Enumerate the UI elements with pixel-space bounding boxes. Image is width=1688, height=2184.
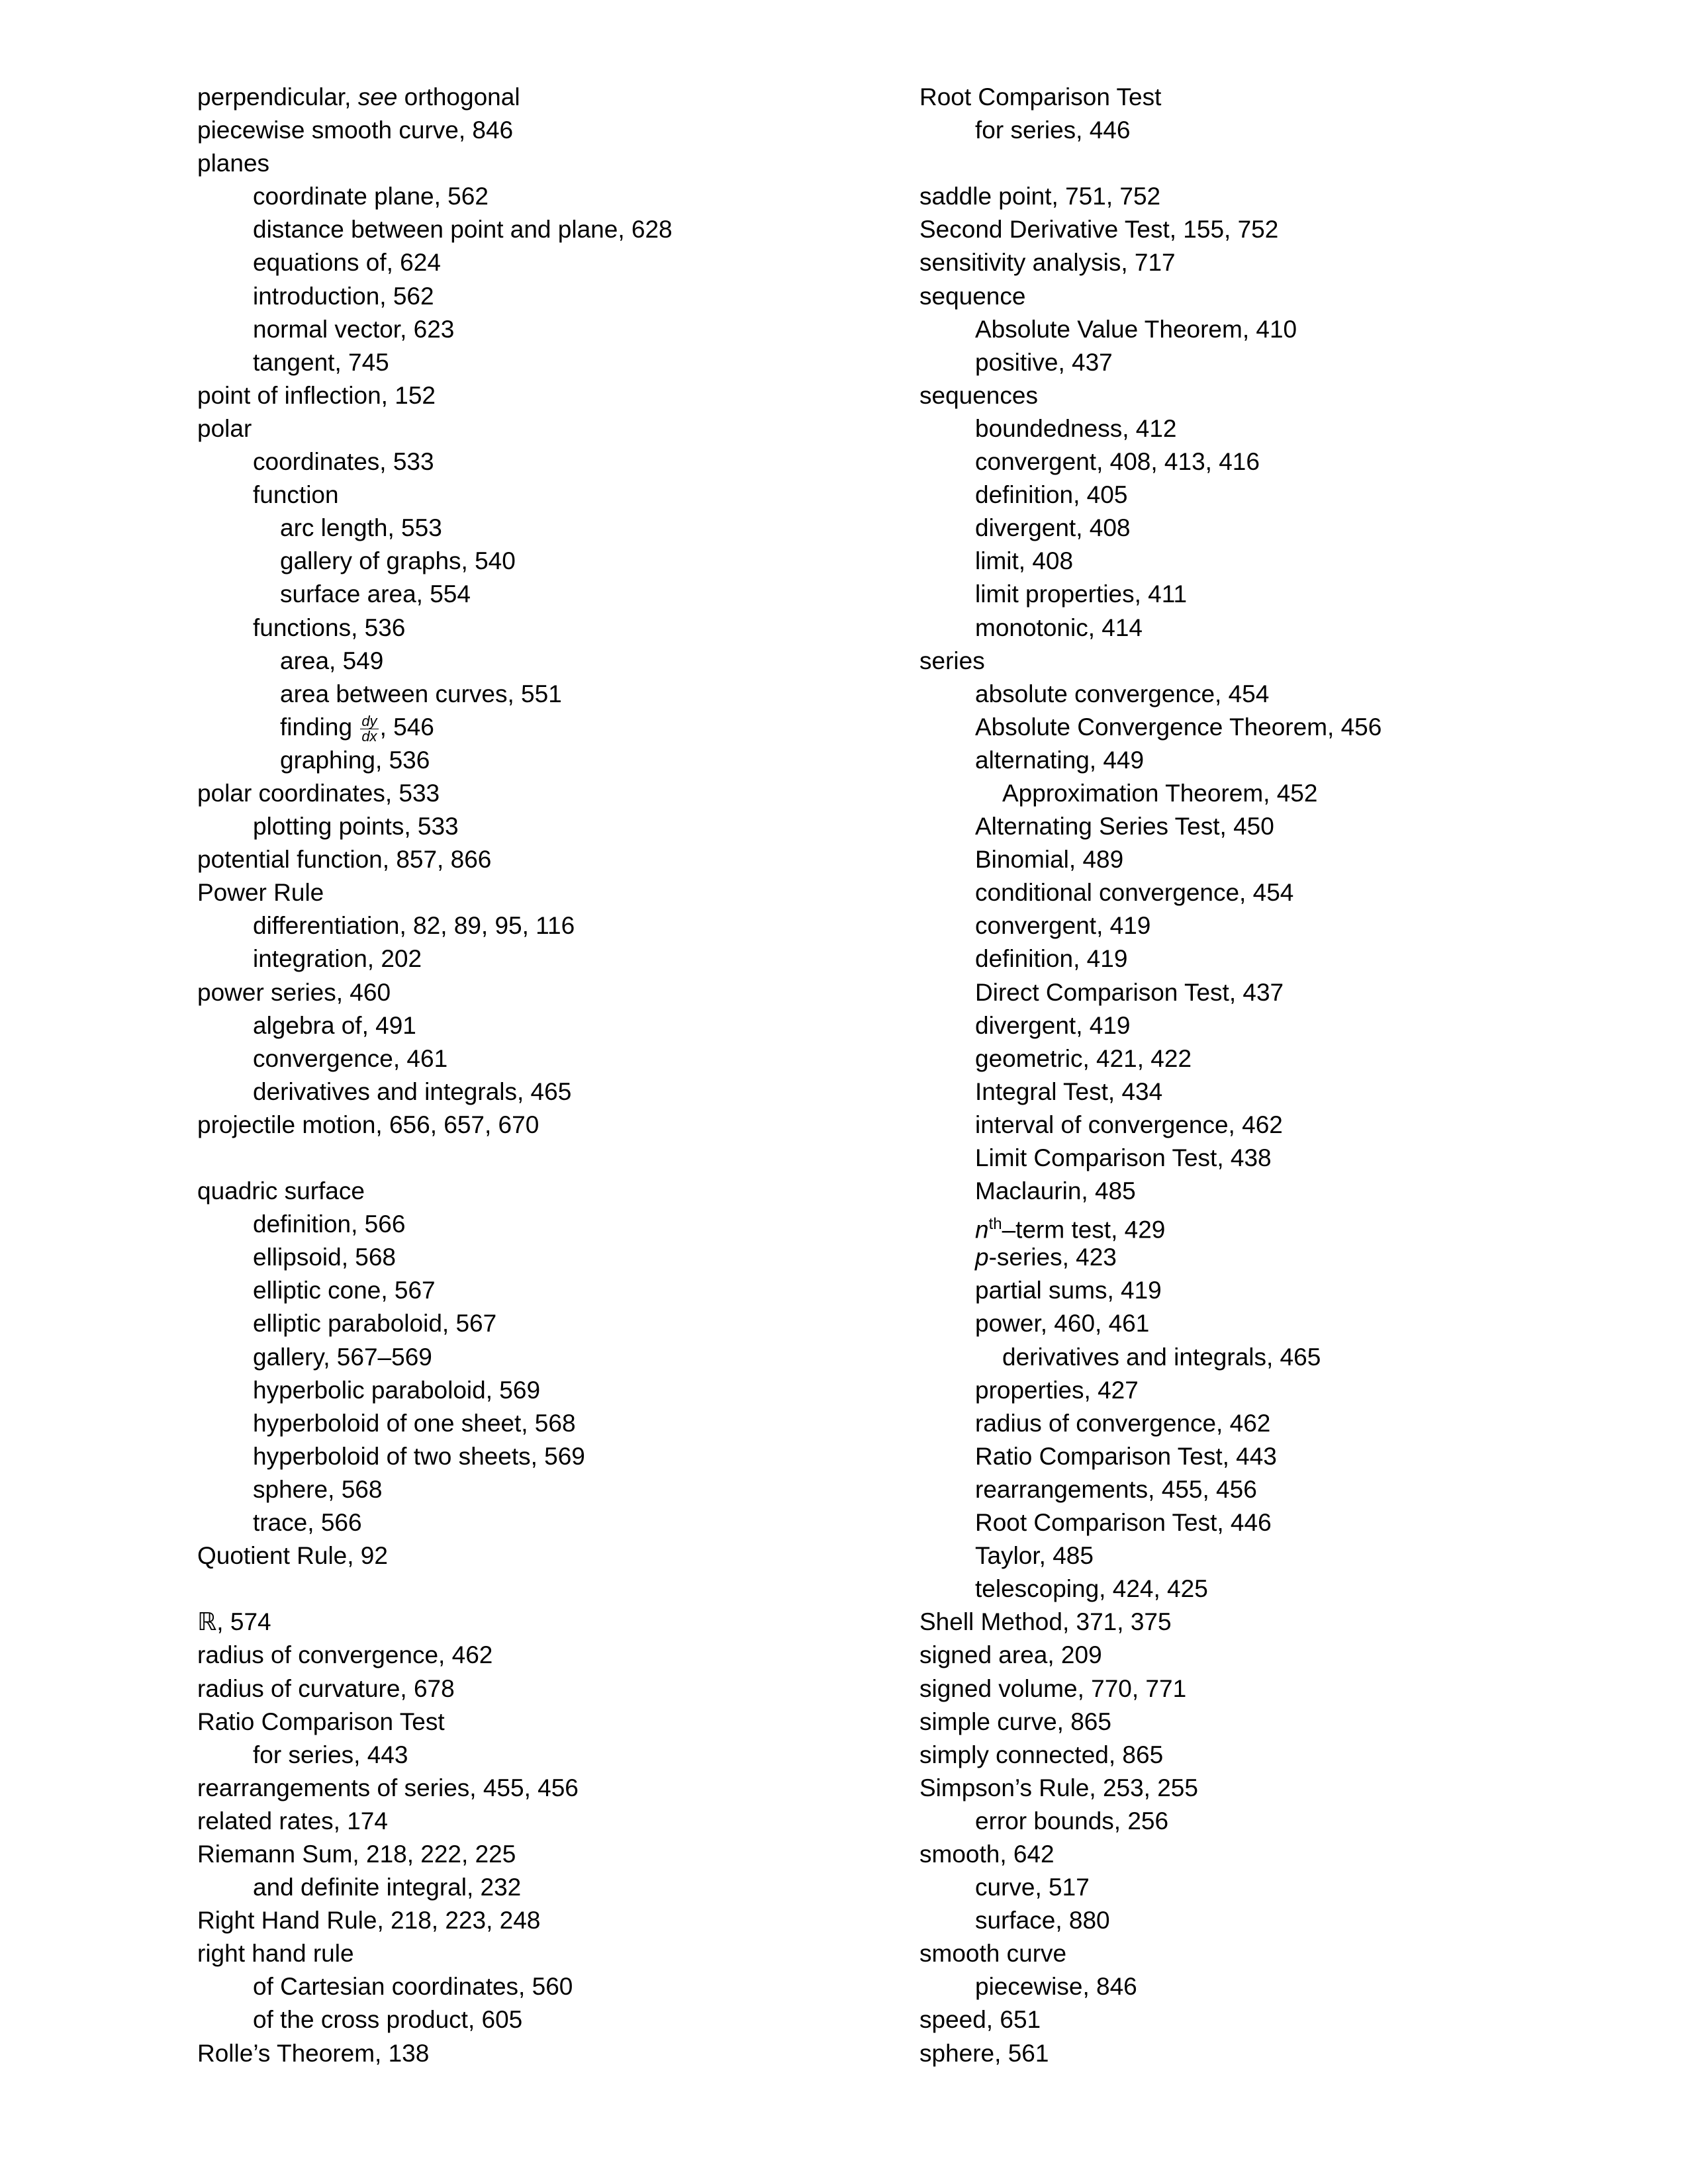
index-subentry: for series, 443: [253, 1741, 408, 1768]
index-subentry: sphere, 568: [253, 1475, 383, 1503]
index-subentry: definition, 405: [975, 481, 1128, 509]
index-subentry: normal vector, 623: [253, 315, 455, 343]
index-subentry: introduction, 562: [253, 282, 434, 310]
index-subentry: Alternating Series Test, 450: [975, 813, 1274, 841]
index-subentry: Binomial, 489: [975, 846, 1124, 874]
index-subentry: Integral Test, 434: [975, 1077, 1163, 1105]
index-subentry: coordinate plane, 562: [253, 183, 489, 210]
index-subentry: area between curves, 551: [280, 680, 562, 707]
index-subentry: Maclaurin, 485: [975, 1177, 1136, 1205]
index-column-left: [197, 81, 859, 2070]
index-subentry: geometric, 421, 422: [975, 1044, 1192, 1072]
index-entry: Quotient Rule, 92: [197, 1542, 388, 1570]
index-entry: planes: [197, 150, 270, 177]
index-entry: projectile motion, 656, 657, 670: [197, 1111, 539, 1138]
index-subentry: tangent, 745: [253, 348, 389, 376]
index-entry: Ratio Comparison Test: [197, 1707, 445, 1735]
index-subentry: surface, 880: [975, 1907, 1110, 1934]
section-gap: [919, 147, 1581, 180]
index-column-right: [919, 81, 1581, 2070]
index-subentry: arc length, 553: [280, 514, 442, 542]
index-subentry: distance between point and plane, 628: [253, 216, 673, 244]
index-entry: polar: [197, 414, 252, 442]
index-entry: radius of curvature, 678: [197, 1674, 455, 1702]
index-subentry: and definite integral, 232: [253, 1874, 522, 1901]
index-entry: simply connected, 865: [919, 1741, 1164, 1768]
index-subentry: ellipsoid, 568: [253, 1244, 396, 1271]
index-entry: point of inflection, 152: [197, 381, 436, 409]
index-entry: Riemann Sum, 218, 222, 225: [197, 1840, 516, 1868]
index-subentry: function: [253, 481, 339, 509]
index-entry: polar coordinates, 533: [197, 779, 440, 807]
index-subentry: power, 460, 461: [975, 1310, 1150, 1338]
index-subentry: interval of convergence, 462: [975, 1111, 1283, 1138]
index-subentry: functions, 536: [253, 614, 406, 641]
index-subentry: divergent, 419: [975, 1011, 1131, 1039]
index-entry: power series, 460: [197, 978, 391, 1006]
index-entry: smooth curve: [919, 1940, 1067, 1968]
index-subentry: for series, 446: [975, 116, 1131, 144]
index-subentry: radius of convergence, 462: [975, 1409, 1271, 1437]
index-subentry: limit properties, 411: [975, 580, 1188, 608]
index-subentry: of Cartesian coordinates, 560: [253, 1973, 573, 2001]
index-entry: saddle point, 751, 752: [919, 183, 1161, 210]
index-entry: sensitivity analysis, 717: [919, 249, 1176, 277]
index-subentry: finding $\frac{dy}{dx}$ , 546: [280, 712, 434, 745]
index-subentry: convergent, 419: [975, 912, 1151, 940]
index-subentry: integration, 202: [253, 945, 422, 973]
index-subentry: absolute convergence, 454: [975, 680, 1270, 707]
index-subentry: curve, 517: [975, 1874, 1090, 1901]
index-entry: Root Comparison Test: [919, 83, 1162, 111]
section-gap: [197, 1142, 859, 1175]
index-entry: Power Rule: [197, 879, 324, 907]
index-entry: Simpson’s Rule, 253, 255: [919, 1774, 1198, 1801]
index-subentry: Direct Comparison Test, 437: [975, 978, 1284, 1006]
index-subentry: properties, 427: [975, 1376, 1139, 1404]
index-entry: rearrangements of series, 455, 456: [197, 1774, 579, 1801]
index-entry: smooth, 642: [919, 1840, 1055, 1868]
index-entry: sequences: [919, 381, 1038, 409]
index-subentry: hyperbolic paraboloid, 569: [253, 1376, 541, 1404]
index-subentry: rearrangements, 455, 456: [975, 1475, 1257, 1503]
index-subentry: monotonic, 414: [975, 614, 1143, 641]
index-entry: related rates, 174: [197, 1807, 388, 1835]
index-subentry: hyperboloid of one sheet, 568: [253, 1409, 576, 1437]
index-subentry: graphing, 536: [280, 746, 430, 774]
index-subentry: definition, 566: [253, 1210, 406, 1238]
index-subentry: partial sums, 419: [975, 1277, 1162, 1304]
index-subentry: Approximation Theorem, 452: [1002, 779, 1318, 807]
index-subentry: hyperboloid of two sheets, 569: [253, 1442, 585, 1470]
index-subentry: coordinates, 533: [253, 448, 434, 476]
index-subentry: limit, 408: [975, 547, 1074, 575]
index-subentry: differentiation, 82, 89, 95, 116: [253, 912, 575, 940]
index-entry: sphere, 561: [919, 2039, 1049, 2067]
index-subentry: derivatives and integrals, 465: [253, 1077, 572, 1105]
index-subentry: positive, 437: [975, 348, 1113, 376]
index-entry: radius of convergence, 462: [197, 1641, 493, 1669]
index-subentry: Taylor, 485: [975, 1542, 1094, 1570]
index-subentry: of the cross product, 605: [253, 2006, 523, 2034]
index-subentry: equations of, 624: [253, 249, 441, 277]
index-entry: piecewise smooth curve, 846: [197, 116, 514, 144]
index-entry: Shell Method, 371, 375: [919, 1608, 1172, 1636]
index-subentry: p-series, 423: [975, 1244, 1117, 1271]
index-entry: speed, 651: [919, 2006, 1041, 2034]
index-subentry: elliptic paraboloid, 567: [253, 1310, 497, 1338]
index-entry: series: [919, 647, 985, 674]
index-subentry: error bounds, 256: [975, 1807, 1169, 1835]
index-entry: right hand rule: [197, 1940, 354, 1968]
index-entry: quadric surface: [197, 1177, 365, 1205]
index-entry: potential function, 857, 866: [197, 846, 492, 874]
index-subentry: Absolute Value Theorem, 410: [975, 315, 1297, 343]
index-entry: simple curve, 865: [919, 1707, 1111, 1735]
index-subentry: definition, 419: [975, 945, 1128, 973]
index-subentry: piecewise, 846: [975, 1973, 1137, 2001]
index-subentry: gallery, 567–569: [253, 1343, 432, 1371]
index-entry: sequence: [919, 282, 1026, 310]
index-subentry: conditional convergence, 454: [975, 879, 1294, 907]
index-entry: Right Hand Rule, 218, 223, 248: [197, 1907, 541, 1934]
index-subentry: plotting points, 533: [253, 813, 459, 841]
index-subentry: gallery of graphs, 540: [280, 547, 516, 575]
index-subentry: algebra of, 491: [253, 1011, 416, 1039]
index-subentry: surface area, 554: [280, 580, 471, 608]
index-subentry: Limit Comparison Test, 438: [975, 1144, 1272, 1171]
index-subentry: boundedness, 412: [975, 414, 1177, 442]
index-subentry: alternating, 449: [975, 746, 1145, 774]
index-subentry: divergent, 408: [975, 514, 1131, 542]
index-subentry: convergence, 461: [253, 1044, 448, 1072]
index-entry: perpendicular, see orthogonal: [197, 83, 520, 111]
section-gap: [197, 1572, 859, 1606]
index-subentry: area, 549: [280, 647, 384, 674]
index-subentry: trace, 566: [253, 1509, 362, 1537]
index-subentry: Ratio Comparison Test, 443: [975, 1442, 1277, 1470]
index-subentry: convergent, 408, 413, 416: [975, 448, 1260, 476]
index-entry: Second Derivative Test, 155, 752: [919, 216, 1279, 244]
index-subentry: derivatives and integrals, 465: [1002, 1343, 1321, 1371]
index-entry: ℝ, 574: [197, 1608, 271, 1636]
index-entry: Rolle’s Theorem, 138: [197, 2039, 430, 2067]
index-subentry: Root Comparison Test, 446: [975, 1509, 1272, 1537]
index-subentry: elliptic cone, 567: [253, 1277, 436, 1304]
index-subentry: $n^{th}$–term test, 429: [975, 1215, 1166, 1244]
fraction-dy-dx: $\frac{dy}{dx}$: [361, 712, 377, 745]
index-subentry: Absolute Convergence Theorem, 456: [975, 713, 1382, 741]
index-subentry: telescoping, 424, 425: [975, 1575, 1208, 1603]
index-entry: signed area, 209: [919, 1641, 1102, 1669]
index-entry: signed volume, 770, 771: [919, 1674, 1187, 1702]
